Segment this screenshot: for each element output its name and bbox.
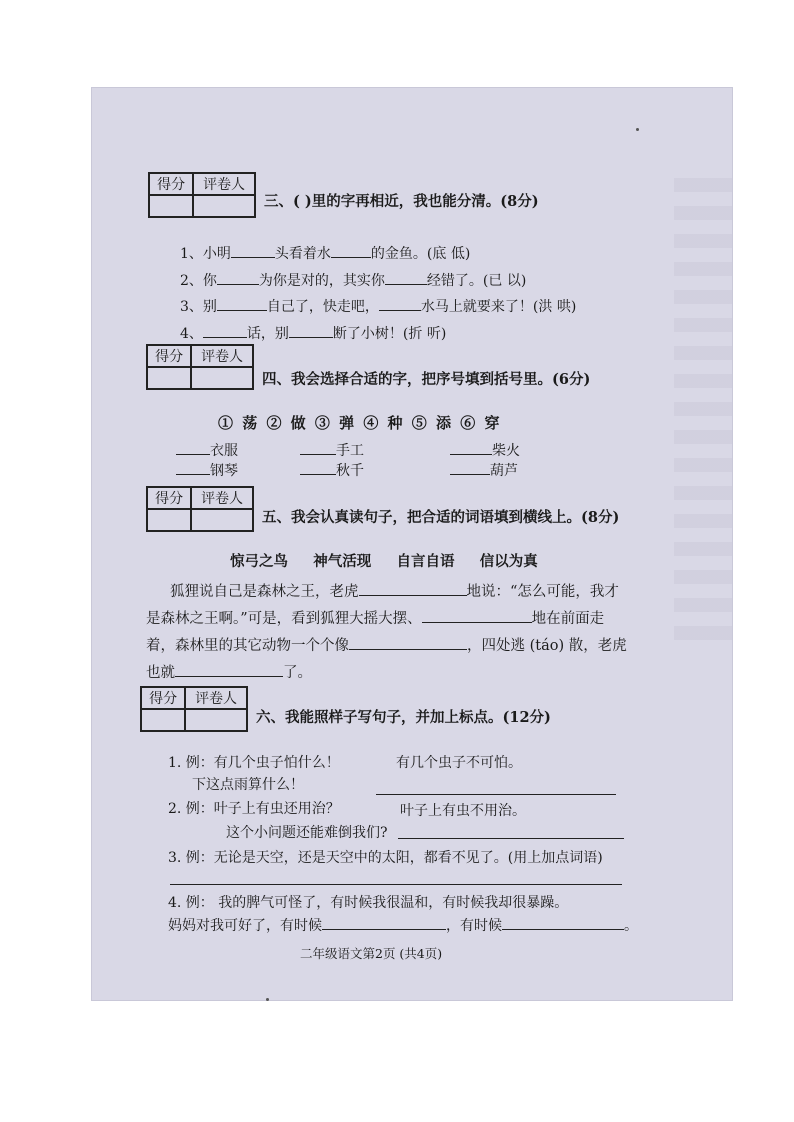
answer-blank[interactable]: [349, 635, 467, 650]
grader-cell[interactable]: [191, 367, 253, 389]
answer-blank[interactable]: [450, 460, 490, 475]
scan-speck: [266, 998, 269, 1001]
s3-line-1: 1、小明 头看着水 的金鱼。(底 低): [180, 243, 470, 263]
answer-blank[interactable]: [379, 296, 421, 311]
s6-q3-answer-line[interactable]: [170, 884, 622, 885]
s5-para-line-2: 是森林之王啊。”可是，看到狐狸大摇大摆、 地在前面走: [146, 607, 604, 628]
answer-blank[interactable]: [385, 270, 427, 285]
s6-example-3: 3. 例：无论是天空，还是天空中的太阳，都看不见了。(用上加点词语): [168, 850, 603, 866]
answer-blank[interactable]: [203, 323, 247, 338]
answer-blank[interactable]: [231, 243, 275, 258]
answer-blank[interactable]: [300, 440, 336, 455]
grader-label: 评卷人: [193, 173, 255, 195]
s6-example-1-answer: 有几个虫子不可怕。: [396, 755, 522, 771]
s3-line-2: 2、你 为你是对的，其实你 经错了。(已 以): [180, 270, 526, 290]
s6-example-2: 2. 例：叶子上有虫还用治？: [168, 801, 340, 817]
s6-example-4: 4. 例： 我的脾气可怪了，有时候我很温和，有时候我却很暴躁。: [168, 895, 569, 911]
score-cell[interactable]: [147, 509, 191, 531]
s5-para-line-4: 也就 了。: [146, 661, 312, 682]
grader-cell[interactable]: [193, 195, 255, 217]
s5-para-line-1: 狐狸说自己是森林之王，老虎 地说：“怎么可能，我才: [170, 580, 619, 601]
s4-options: ① 荡 ② 做 ③ 弹 ④ 种 ⑤ 添 ⑥ 穿: [218, 414, 500, 432]
answer-blank[interactable]: [289, 323, 333, 338]
answer-blank[interactable]: [422, 608, 532, 623]
score-label: 得分: [147, 345, 191, 367]
s4-item-6: 葫芦: [450, 460, 518, 480]
s6-q1-answer-line[interactable]: [376, 794, 616, 795]
s3-line-3: 3、别 自己了，快走吧， 水马上就要来了！(洪 哄): [180, 296, 576, 316]
bleed-through-shadow: [674, 178, 732, 648]
score-label: 得分: [147, 487, 191, 509]
s4-heading: 四、我会选择合适的字，把序号填到括号里。(6分): [262, 371, 591, 388]
answer-blank[interactable]: [359, 581, 467, 596]
grader-label: 评卷人: [191, 487, 253, 509]
s4-item-4: 钢琴: [176, 460, 238, 480]
s4-item-5: 秋千: [300, 460, 364, 480]
score-cell[interactable]: [141, 709, 185, 731]
s6-heading: 六、我能照样子写句子，并加上标点。(12分): [256, 709, 551, 726]
s5-word-bank: 惊弓之鸟 神气活现 自言自语 信以为真: [230, 553, 538, 570]
answer-blank[interactable]: [176, 440, 210, 455]
answer-blank[interactable]: [176, 460, 210, 475]
answer-blank[interactable]: [175, 662, 283, 677]
s5-heading: 五、我会认真读句子，把合适的词语填到横线上。(8分): [262, 509, 620, 526]
answer-blank[interactable]: [322, 915, 446, 930]
grader-cell[interactable]: [191, 509, 253, 531]
scan-speck: [636, 128, 639, 131]
score-cell[interactable]: [147, 367, 191, 389]
s6-q2-prompt: 这个小问题还能难倒我们?: [226, 825, 388, 841]
grader-label: 评卷人: [191, 345, 253, 367]
s3-heading: 三、( )里的字再相近，我也能分清。(8分): [264, 193, 539, 210]
s6-q2-answer-line[interactable]: [398, 838, 624, 839]
answer-blank[interactable]: [217, 296, 267, 311]
grader-label: 评卷人: [185, 687, 247, 709]
score-box-s6: [140, 686, 248, 732]
score-label: 得分: [141, 687, 185, 709]
score-box-s5: [146, 486, 254, 532]
score-cell[interactable]: [149, 195, 193, 217]
answer-blank[interactable]: [331, 243, 371, 258]
answer-blank[interactable]: [502, 915, 624, 930]
s6-example-2-answer: 叶子上有虫不用治。: [400, 803, 526, 819]
score-label: 得分: [149, 173, 193, 195]
s6-example-1: 1. 例：有几个虫子怕什么！: [168, 755, 340, 771]
s4-item-3: 柴火: [450, 440, 520, 460]
s6-q4-sentence: 妈妈对我可好了，有时候 ，有时候 。: [168, 915, 638, 935]
s6-q1-prompt: 下这点雨算什么！: [192, 777, 304, 793]
s5-para-line-3: 着，森林里的其它动物一个个像 ，四处逃 (táo) 散，老虎: [146, 634, 627, 655]
page-footer: 二年级语文第2页 (共4页): [300, 946, 443, 961]
answer-blank[interactable]: [217, 270, 259, 285]
grader-cell[interactable]: [185, 709, 247, 731]
score-box-s3: [148, 172, 256, 218]
score-box-s4: [146, 344, 254, 390]
s4-item-2: 手工: [300, 440, 364, 460]
answer-blank[interactable]: [300, 460, 336, 475]
answer-blank[interactable]: [450, 440, 492, 455]
s4-item-1: 衣服: [176, 440, 238, 460]
s3-line-4: 4、 话，别 断了小树！(折 听): [180, 323, 446, 343]
